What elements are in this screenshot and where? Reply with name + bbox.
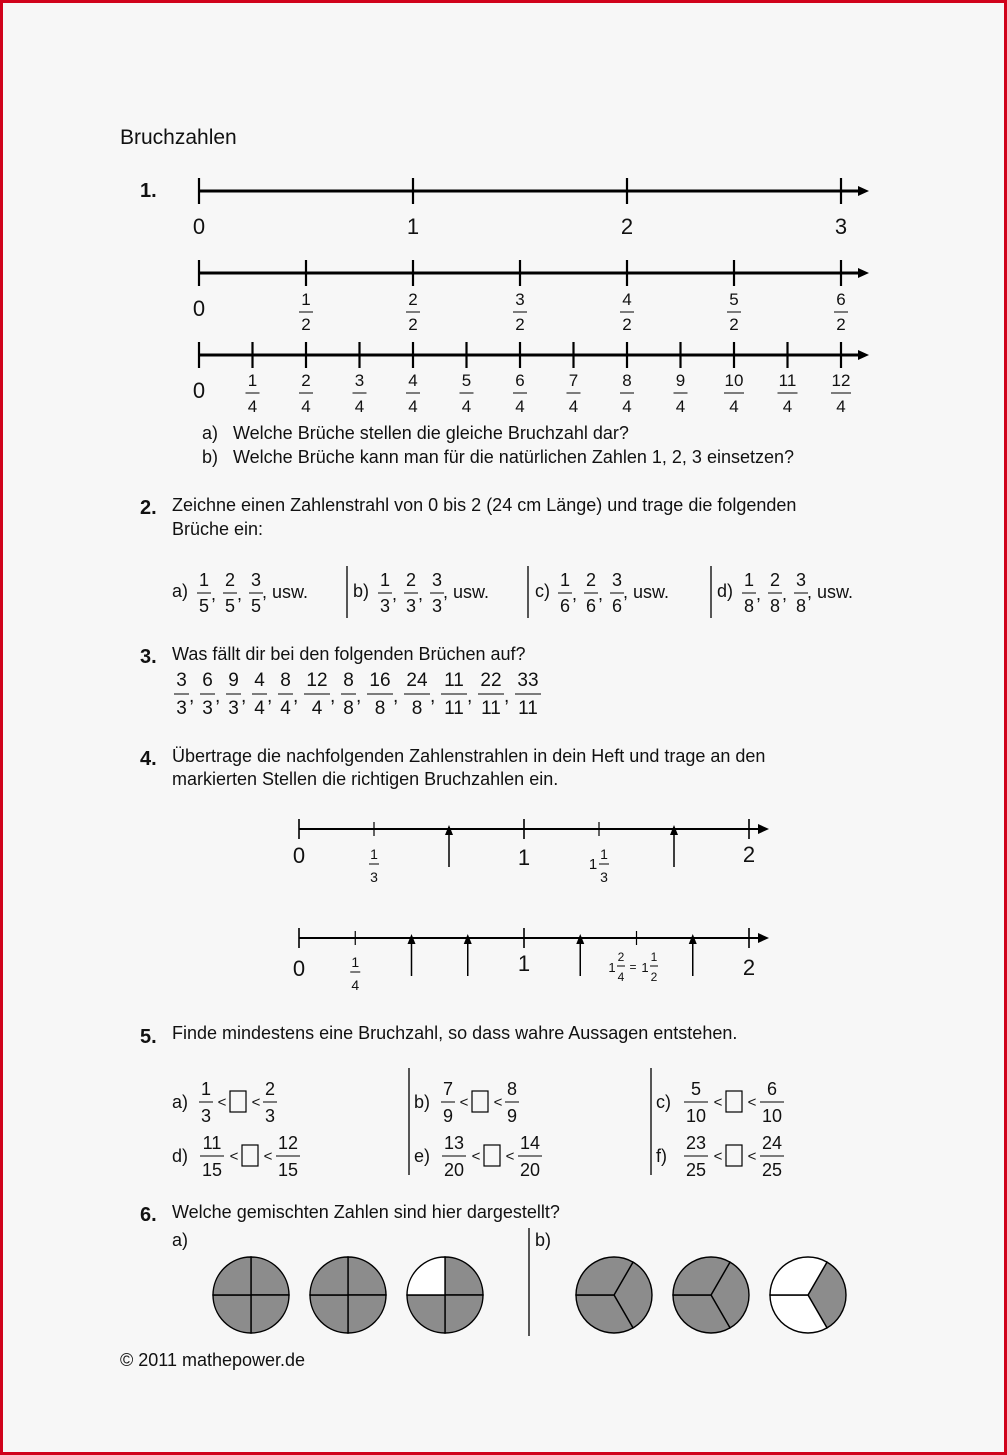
task-5-right-fraction-numerator: 2 [264,1079,276,1099]
task-3-fraction-denominator: 11 [481,698,501,719]
task-3-comma: , [215,686,221,707]
task-1-line-3-fraction-denominator: 4 [461,397,472,416]
task-4-text-line-2: markierten Stellen die richtigen Bruchzahlen ein. [172,769,559,789]
task-5-item-marker: a) [172,1092,189,1112]
task-1-line-2-fraction-numerator: 2 [408,290,418,309]
task-2-fraction-denominator: 6 [585,596,597,616]
task-4-line-2-zero: 0 [292,956,306,981]
task-3-fraction-numerator: 8 [280,670,291,691]
task-5-left-fraction-denominator: 15 [201,1160,223,1180]
task-1-line-2-fraction-denominator: 2 [729,315,739,334]
task-1-line-3-fraction-numerator: 7 [568,371,579,390]
task-4-line-1-mixed-whole: 1 [588,856,598,873]
task-2-group-marker: c) [535,581,550,601]
task-6-text: Welche gemischten Zahlen sind hier dargestellt? [172,1202,560,1222]
task-3-fraction-denominator: 3 [228,698,239,719]
task-5-right-fraction-denominator: 10 [761,1106,783,1126]
task-1-line-1-label: 0 [192,214,206,239]
circle-sector-filled [445,1295,483,1333]
task-5-less-than: < [747,1094,757,1111]
task-6-b-circle [576,1257,652,1333]
task-2-comma: , [782,584,788,604]
task-1-line-3-fraction-denominator: 4 [354,397,365,416]
task-2-fraction-denominator: 5 [250,596,262,616]
task-1-line-3-fraction-numerator: 2 [301,371,311,390]
task-1-line-2-fraction-numerator: 4 [622,290,632,309]
task-3-fraction-list [174,670,541,719]
task-3-fraction-denominator: 4 [254,698,265,719]
task-3-fraction-numerator: 22 [480,670,502,691]
task-2-fraction-numerator: 1 [559,570,571,590]
task-2-text-line-2: Brüche ein: [172,519,264,539]
task-3-comma: , [293,686,299,707]
task-2-fraction-groups [172,566,853,618]
worksheet-canvas [3,3,1004,1452]
task-3-comma: , [356,686,362,707]
task-5-less-than: < [505,1148,515,1165]
task-5-right-fraction-numerator: 12 [277,1133,299,1153]
task-6-number: 6. [140,1204,157,1226]
task-1-line-3-fraction-denominator: 4 [782,397,793,416]
circle-sector-filled [445,1257,483,1295]
task-1-line-3-fraction-numerator: 5 [461,371,472,390]
task-5-item-marker: e) [414,1146,431,1166]
task-2-fraction-numerator: 2 [585,570,597,590]
task-4-line-2-eq-whole-2: 1 [641,960,649,975]
circle-sector-filled [213,1295,251,1333]
task-6-b-circle [673,1257,749,1333]
task-1-line-2-fraction-numerator: 3 [515,290,525,309]
task-2-group-marker: d) [717,581,734,601]
circle-sector-filled [348,1257,386,1295]
task-3-fraction-numerator: 24 [406,670,428,691]
task-2-fraction-denominator: 3 [379,596,391,616]
task-2-usw: , usw. [443,582,490,602]
task-5-less-than: < [251,1094,261,1111]
task-1-line-3-fraction-denominator: 4 [515,397,525,416]
task-2-comma: , [211,584,217,604]
task-2-comma: , [392,584,398,604]
task-6 [140,1202,846,1336]
circle-sector-filled [407,1295,445,1333]
task-3 [140,644,541,719]
task-5-answer-box [484,1145,500,1166]
task-4-line-2-eq-sign: = [629,960,637,974]
circle-sector-filled [310,1295,348,1333]
task-3-fraction-numerator: 16 [369,670,391,691]
task-1-line-2-fraction-denominator: 2 [301,315,311,334]
circle-sector-filled [310,1257,348,1295]
task-1-question-a: Welche Brüche stellen die gleiche Bruchzahl dar? [233,423,629,443]
task-5-left-fraction-numerator: 13 [443,1133,465,1153]
task-5-answer-box [472,1091,488,1112]
task-2-fraction-numerator: 3 [431,570,443,590]
task-2-fraction-numerator: 3 [795,570,807,590]
task-1-line-2-fraction-numerator: 6 [836,290,846,309]
task-1-line-1-label: 1 [406,214,420,239]
task-1-question-b-marker: b) [202,447,219,467]
task-3-fraction-denominator: 3 [176,698,187,719]
task-5-right-fraction-numerator: 14 [519,1133,541,1153]
task-2-fraction-denominator: 3 [431,596,443,616]
task-1-line-3-fraction-denominator: 4 [836,397,846,416]
worksheet-title: Bruchzahlen [120,126,237,149]
task-2-fraction-denominator: 5 [224,596,236,616]
task-4-text-line-1: Übertrage die nachfolgenden Zahlenstrahlen in dein Heft und trage an den [172,746,766,766]
task-1-line-3-fraction-denominator: 4 [408,397,418,416]
task-2-comma: , [572,584,578,604]
task-1-line-3-zero: 0 [192,378,206,403]
task-2-fraction-denominator: 3 [405,596,417,616]
task-5-less-than: < [713,1094,723,1111]
task-5-less-than: < [493,1094,503,1111]
task-2-fraction-denominator: 5 [198,596,210,616]
circle-sector-filled [213,1257,251,1295]
task-2-comma: , [598,584,604,604]
task-1-line-2-zero: 0 [192,296,206,321]
task-1-line-2-fraction-denominator: 2 [408,315,418,334]
task-5-number: 5. [140,1026,157,1048]
task-5-item-marker: b) [414,1092,431,1112]
task-4 [140,746,769,993]
task-1-line-2-fraction-numerator: 1 [301,290,311,309]
task-2-usw: , usw. [623,582,670,602]
task-4-line-2-one: 1 [517,951,531,976]
task-2 [140,495,853,618]
task-2-fraction-numerator: 1 [743,570,755,590]
task-2-fraction-denominator: 6 [559,596,571,616]
task-2-fraction-numerator: 1 [379,570,391,590]
task-3-fraction-denominator: 4 [280,698,291,719]
task-1-line-2-arrow [858,268,869,278]
task-5-right-fraction-denominator: 3 [264,1106,276,1126]
task-1-line-1-label: 2 [620,214,634,239]
task-1-question-b: Welche Brüche kann man für die natürlichen Zahlen 1, 2, 3 einsetzen? [233,447,795,467]
task-1-line-3-fraction-denominator: 4 [301,397,311,416]
task-2-fraction-denominator: 8 [743,596,755,616]
task-5-left-fraction-denominator: 10 [685,1106,707,1126]
task-3-comma: , [504,686,510,707]
task-2-comma: , [756,584,762,604]
task-4-line-2-eq-fraction-1-denominator: 4 [617,970,625,984]
task-4-line-2-eq-fraction-2-denominator: 2 [650,970,658,984]
task-1-number-lines [193,178,869,416]
task-5-text: Finde mindestens eine Bruchzahl, so dass wahre Aussagen entstehen. [172,1023,738,1043]
task-2-fraction-denominator: 8 [795,596,807,616]
task-2-number: 2. [140,497,157,519]
task-3-fraction-denominator: 4 [311,698,323,719]
task-5-right-fraction-denominator: 15 [277,1160,299,1180]
task-3-fraction-numerator: 11 [444,670,464,691]
task-6-part-a-marker: a) [172,1230,189,1250]
task-5 [140,1023,784,1180]
task-5-left-fraction-numerator: 7 [442,1079,454,1099]
task-5-left-fraction-denominator: 9 [442,1106,454,1126]
task-2-fraction-numerator: 3 [611,570,623,590]
task-6-b-circle [770,1257,846,1333]
task-2-usw: , usw. [807,582,854,602]
task-4-line-2-eq-whole-1: 1 [608,960,616,975]
task-5-right-fraction-numerator: 8 [506,1079,518,1099]
task-2-group-marker: b) [353,581,370,601]
task-5-right-fraction-denominator: 9 [506,1106,518,1126]
task-2-fraction-numerator: 2 [769,570,781,590]
task-5-item-marker: f) [656,1146,667,1166]
task-3-fraction-denominator: 11 [518,698,538,719]
task-6-part-b-marker: b) [535,1230,552,1250]
task-1-line-3-fraction-numerator: 3 [354,371,365,390]
circle-sector-filled [348,1295,386,1333]
task-1-line-3-fraction-numerator: 12 [831,371,851,390]
task-5-answer-box [242,1145,258,1166]
task-3-fraction-numerator: 4 [254,670,265,691]
task-3-comma: , [241,686,247,707]
task-5-answer-box [726,1091,742,1112]
task-3-fraction-numerator: 6 [202,670,213,691]
task-2-fraction-denominator: 6 [611,596,623,616]
task-5-left-fraction-numerator: 1 [200,1079,212,1099]
task-1-line-2-fraction-denominator: 2 [515,315,525,334]
task-1-line-3-fraction-numerator: 1 [247,371,258,390]
task-5-right-fraction-numerator: 6 [766,1079,778,1099]
task-3-comma: , [467,686,473,707]
task-4-line-1-mixed-fraction-numerator: 1 [600,846,608,862]
task-5-less-than: < [747,1148,757,1165]
task-1-line-1-arrow [858,186,869,196]
task-2-fraction-numerator: 1 [198,570,210,590]
task-3-fraction-denominator: 8 [411,698,423,719]
footer-copyright: © 2011 mathepower.de [120,1350,306,1370]
task-1-line-3-fraction-numerator: 6 [515,371,525,390]
task-3-fraction-denominator: 3 [202,698,213,719]
task-3-comma: , [330,686,336,707]
circle-sector-filled [251,1257,289,1295]
task-1-question-a-marker: a) [202,423,219,443]
task-1-line-3-fraction-numerator: 8 [622,371,632,390]
task-3-fraction-denominator: 8 [374,698,386,719]
task-1-line-3-arrow [858,350,869,360]
task-5-right-fraction-denominator: 25 [761,1160,783,1180]
task-4-line-2-quarter-denominator: 4 [351,977,360,993]
task-3-number: 3. [140,646,157,668]
task-1-line-2-fraction-numerator: 5 [729,290,739,309]
task-5-less-than: < [471,1148,481,1165]
task-3-fraction-numerator: 12 [306,670,328,691]
task-5-less-than: < [217,1094,227,1111]
task-1-line-3-fraction-numerator: 10 [724,371,744,390]
task-2-text-line-1: Zeichne einen Zahlenstrahl von 0 bis 2 (24 cm Länge) und trage die folgenden [172,495,797,515]
task-1-line-3-fraction-numerator: 4 [408,371,418,390]
task-1-number: 1. [140,180,157,202]
task-5-right-fraction-numerator: 24 [761,1133,783,1153]
task-4-line-1-two: 2 [742,842,756,867]
task-5-less-than: < [459,1094,469,1111]
task-5-less-than: < [263,1148,273,1165]
task-4-line-1-third-numerator: 1 [370,846,378,862]
task-1-line-3-fraction-denominator: 4 [622,397,632,416]
task-5-less-than: < [229,1148,239,1165]
task-3-fraction-numerator: 3 [176,670,187,691]
task-4-line-1-zero: 0 [292,843,306,868]
task-2-fraction-numerator: 2 [405,570,417,590]
task-1-line-3-fraction-denominator: 4 [247,397,258,416]
task-1-line-3-fraction-numerator: 11 [778,371,797,390]
task-5-left-fraction-numerator: 5 [690,1079,702,1099]
task-4-line-2-arrow [758,933,769,943]
task-6-a-circle [407,1257,483,1333]
task-1-line-2-fraction-denominator: 2 [622,315,632,334]
task-3-fraction-numerator: 9 [228,670,239,691]
task-4-line-2-eq-fraction-1-numerator: 2 [617,950,625,964]
task-4-line-2-two: 2 [742,955,756,980]
task-4-number-lines [293,819,769,993]
task-4-line-1-third-denominator: 3 [370,869,378,885]
task-1-line-2-fraction-denominator: 2 [836,315,846,334]
task-5-right-fraction-denominator: 20 [519,1160,541,1180]
task-4-line-1-arrow [758,824,769,834]
task-5-left-fraction-numerator: 23 [685,1133,707,1153]
task-3-comma: , [267,686,273,707]
task-3-text: Was fällt dir bei den folgenden Brüchen auf? [172,644,526,664]
task-1 [140,178,869,467]
circle-sector-empty [407,1257,445,1295]
task-3-fraction-numerator: 33 [517,670,539,691]
task-3-comma: , [189,686,195,707]
task-4-line-1-one: 1 [517,845,531,870]
task-5-inequalities [172,1068,784,1180]
task-4-line-2-eq-fraction-2-numerator: 1 [650,950,658,964]
task-3-comma: , [430,686,436,707]
task-2-fraction-numerator: 2 [224,570,236,590]
task-1-line-3-fraction-denominator: 4 [729,397,739,416]
task-2-group-marker: a) [172,581,189,601]
task-5-left-fraction-denominator: 25 [685,1160,707,1180]
task-5-answer-box [726,1145,742,1166]
task-3-fraction-numerator: 8 [343,670,354,691]
task-6-a-circle [213,1257,289,1333]
task-3-comma: , [393,686,399,707]
task-3-fraction-denominator: 11 [444,698,464,719]
circle-sector-filled [251,1295,289,1333]
task-2-comma: , [237,584,243,604]
task-5-left-fraction-denominator: 3 [200,1106,212,1126]
task-5-left-fraction-numerator: 11 [202,1133,222,1153]
task-6-a-circle [310,1257,386,1333]
task-2-fraction-denominator: 8 [769,596,781,616]
task-3-fraction-denominator: 8 [343,698,354,719]
task-4-line-2-quarter-numerator: 1 [351,954,360,970]
task-5-answer-box [230,1091,246,1112]
task-5-item-marker: d) [172,1146,189,1166]
task-4-number: 4. [140,748,157,770]
task-1-line-3-fraction-denominator: 4 [675,397,686,416]
task-1-line-3-fraction-denominator: 4 [568,397,579,416]
task-2-fraction-numerator: 3 [250,570,262,590]
task-4-line-1-mixed-fraction-denominator: 3 [600,869,608,885]
task-5-left-fraction-denominator: 20 [443,1160,465,1180]
task-5-item-marker: c) [656,1092,671,1112]
task-1-line-1-label: 3 [834,214,848,239]
task-2-usw: , usw. [262,582,309,602]
task-1-line-3-fraction-numerator: 9 [675,371,686,390]
task-2-comma: , [418,584,424,604]
task-5-less-than: < [713,1148,723,1165]
